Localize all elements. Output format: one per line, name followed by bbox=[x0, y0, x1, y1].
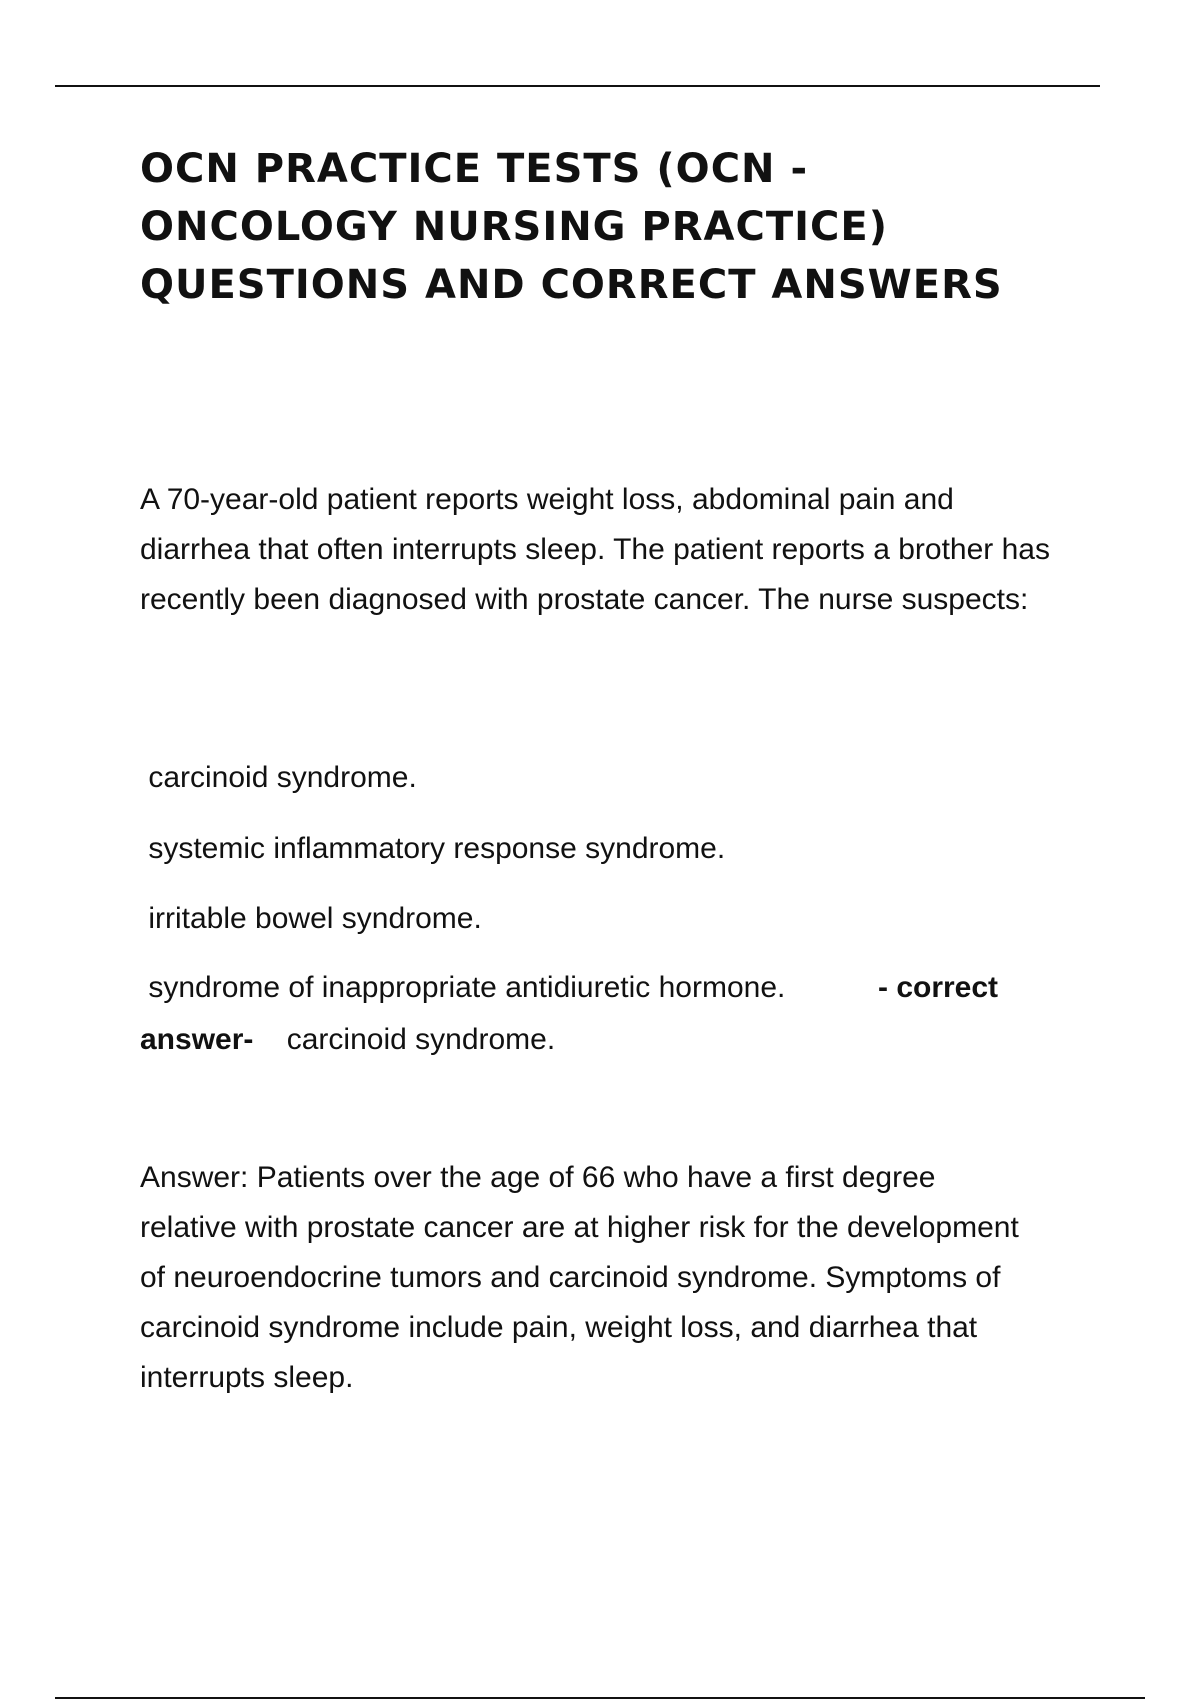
correct-answer-label-start: - correct bbox=[878, 971, 999, 1004]
page-title: OCN PRACTICE TESTS (OCN - ONCOLOGY NURSING PRACTICE) QUESTIONS AND CORRECT ANSWERS bbox=[140, 146, 1003, 308]
answer-option-2: systemic inflammatory response syndrome. bbox=[140, 832, 726, 865]
correct-answer-value: carcinoid syndrome. bbox=[286, 1023, 556, 1056]
question-text: A 70-year-old patient reports weight loss, abdominal pain and diarrhea that often interrupts sleep. The patient reports a brother has recently been diagnosed with prostate cancer. The nurse suspects: bbox=[140, 483, 1050, 616]
correct-answer-label-end: answer- bbox=[140, 1023, 254, 1056]
answer-option-3: irritable bowel syndrome. bbox=[140, 902, 482, 935]
explanation-text: Answer: Patients over the age of 66 who have a first degree relative with prostate cancer are at higher risk for the development of neuroendocrine tumors and carcinoid syndrome. Symptoms of carcinoid syndrome include pain, weight loss, and diarrhea that interrupts sleep. bbox=[140, 1161, 1019, 1394]
correct-answer-line bbox=[140, 1015, 555, 1065]
answer-option-1: carcinoid syndrome. bbox=[140, 761, 417, 794]
answer-option-4: syndrome of inappropriate antidiuretic hormone. bbox=[140, 971, 786, 1004]
bottom-divider bbox=[55, 1697, 1145, 1699]
top-divider bbox=[55, 85, 1100, 87]
